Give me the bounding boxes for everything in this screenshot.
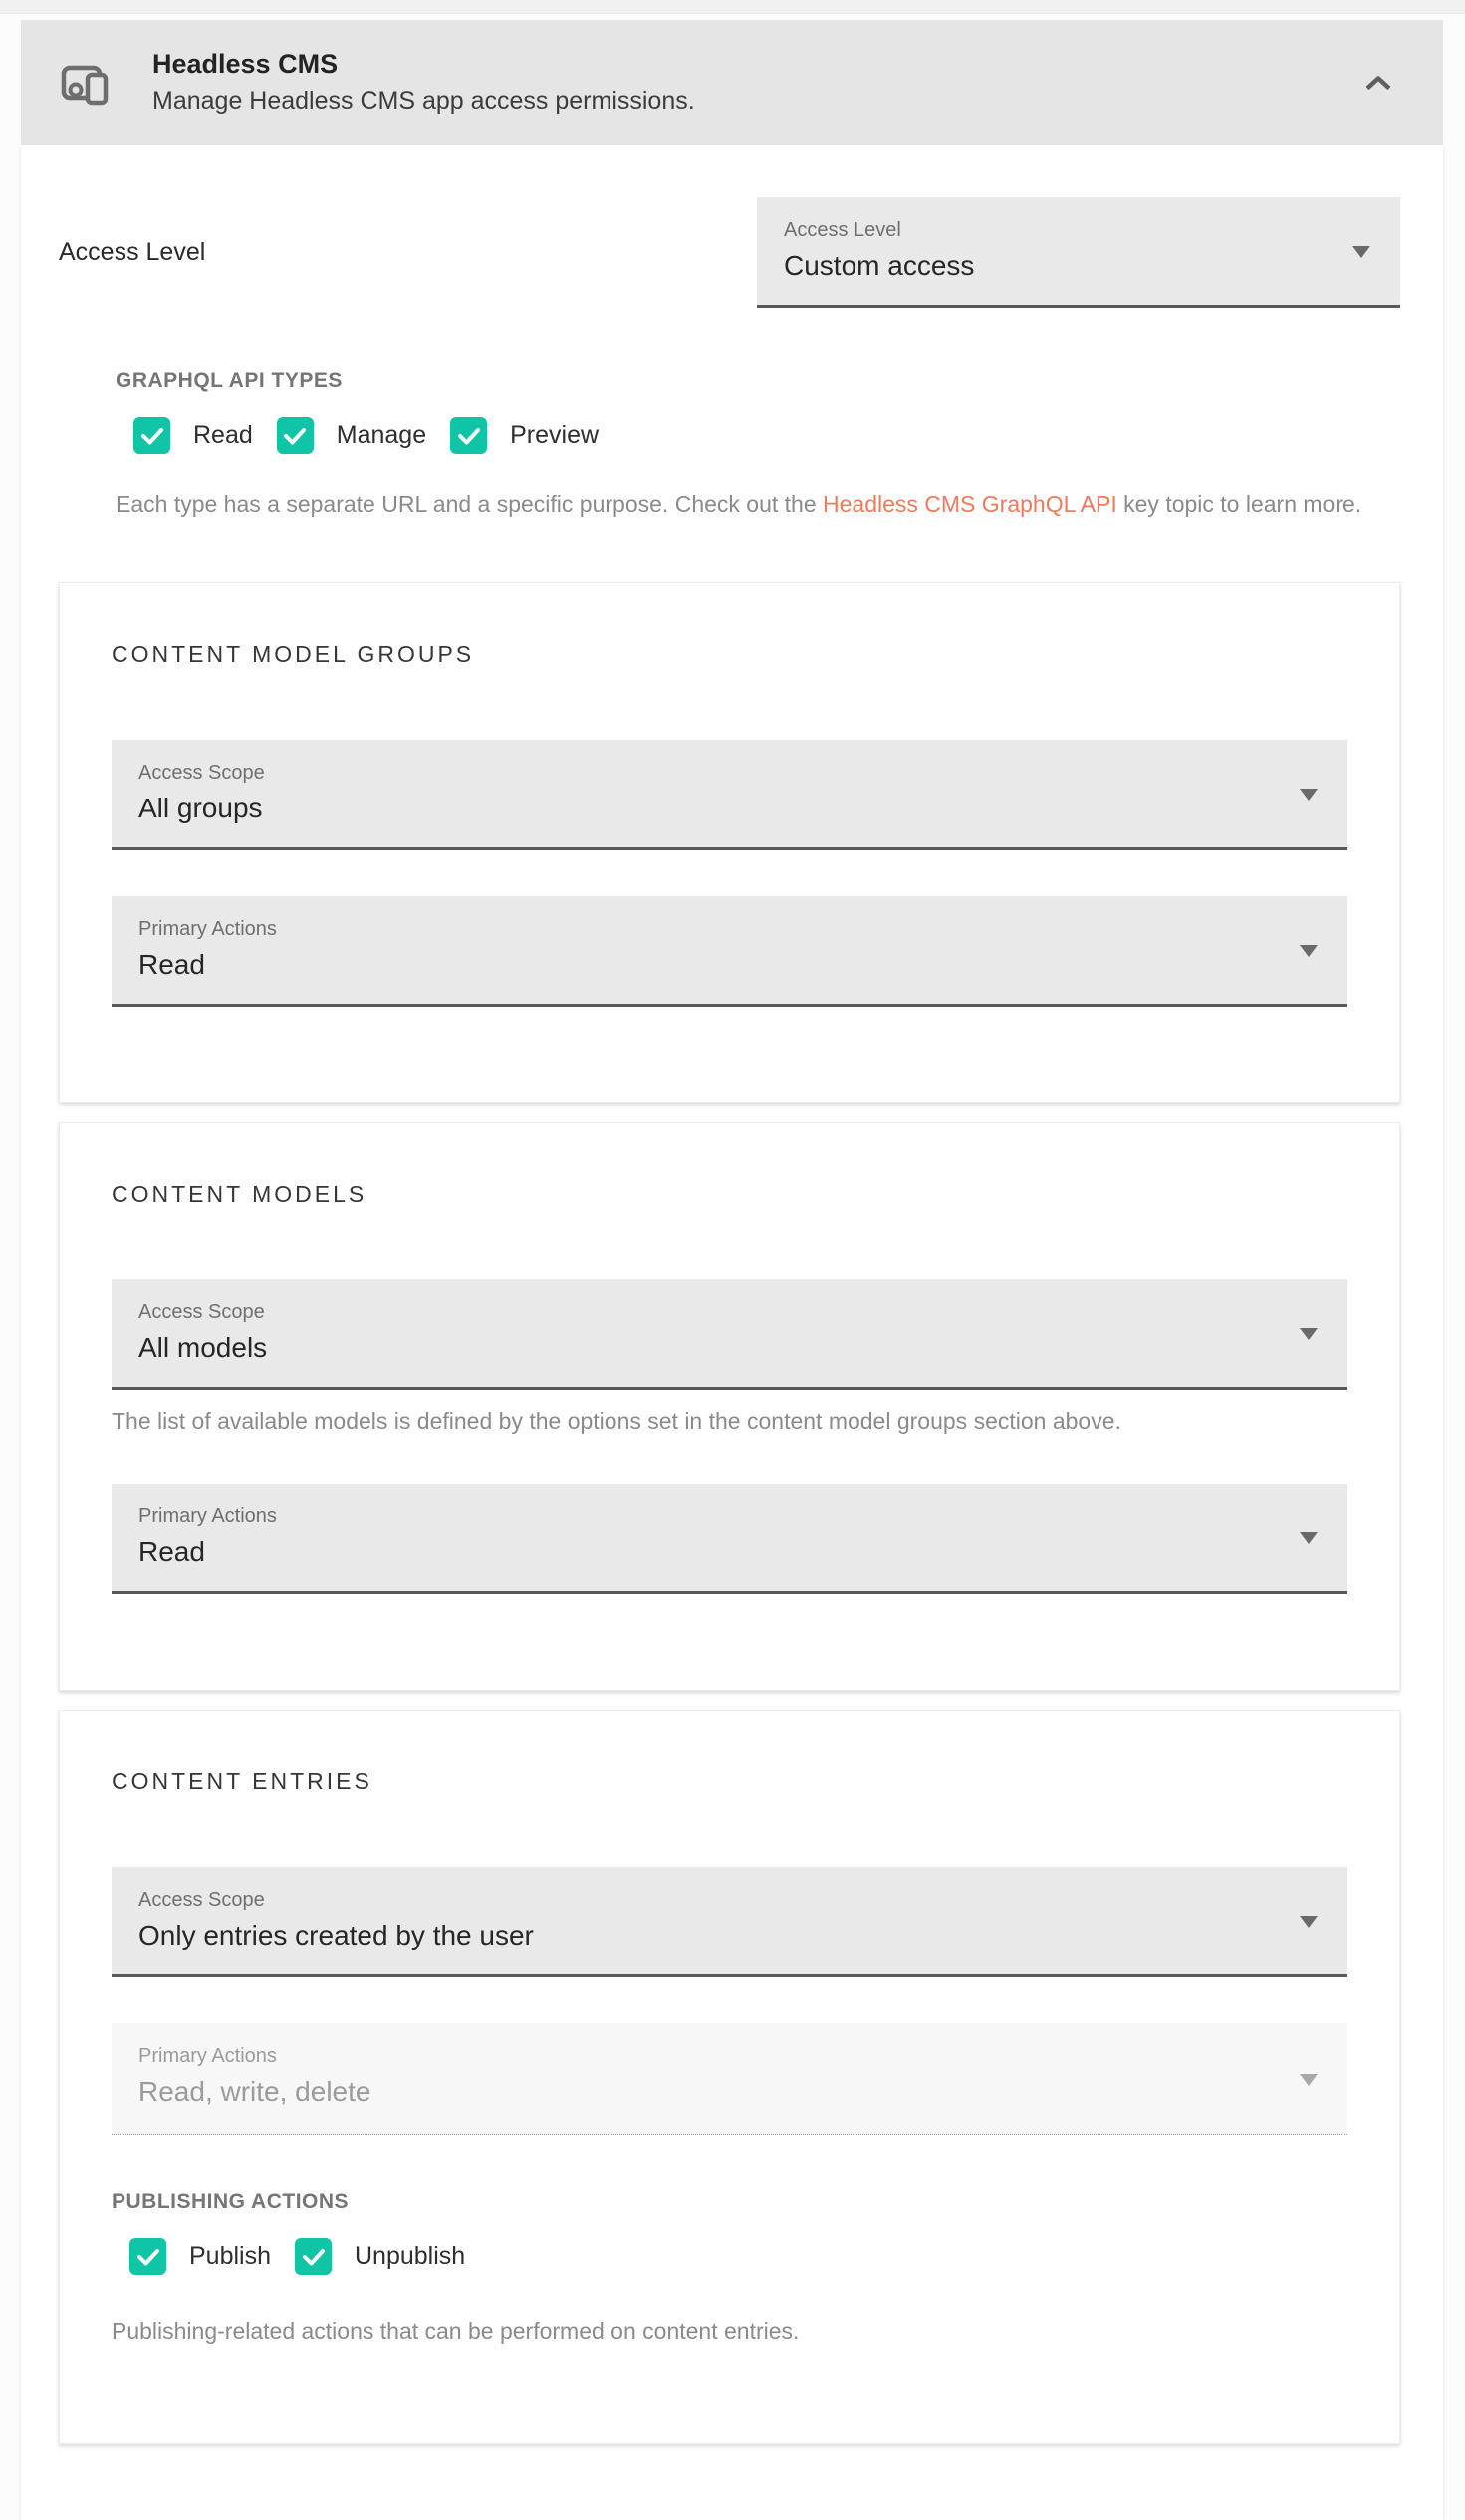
graphql-help-text — [116, 488, 1365, 521]
card-heading: CONTENT ENTRIES — [112, 1768, 372, 1795]
checkbox-label: Read — [193, 421, 253, 449]
publishing-actions-heading: PUBLISHING ACTIONS — [112, 2190, 350, 2214]
access-level-select[interactable] — [757, 197, 1400, 308]
content-entries-card — [59, 1710, 1400, 2444]
checkmark-icon — [129, 2238, 166, 2275]
dropdown-arrow-icon — [1300, 945, 1318, 957]
content-models-card — [59, 1122, 1400, 1691]
select-floating-label: Access Scope — [138, 1301, 265, 1324]
dropdown-arrow-icon — [1352, 246, 1370, 258]
select-value: All models — [138, 1332, 268, 1364]
headless-cms-graphql-api-link[interactable]: Headless CMS GraphQL API — [823, 491, 1117, 517]
select-floating-label: Access Scope — [138, 1889, 265, 1912]
checkmark-icon — [450, 417, 487, 454]
graphql-api-types-section — [116, 369, 1400, 521]
content-models-access-scope-select[interactable] — [112, 1279, 1347, 1390]
dropdown-arrow-icon — [1300, 1916, 1318, 1928]
accordion-header[interactable] — [21, 20, 1443, 145]
help-text-prefix: Each type has a separate URL and a specific purpose. Check out the — [116, 491, 824, 517]
access-level-row-label: Access Level — [59, 238, 206, 266]
checkbox-preview[interactable] — [450, 417, 599, 454]
select-value: Custom access — [784, 250, 975, 281]
help-text-suffix: key topic to learn more. — [1116, 491, 1362, 517]
checkbox-label: Manage — [336, 421, 427, 449]
publishing-checkbox-row — [129, 2238, 1347, 2275]
graphql-checkbox-row — [133, 417, 1400, 454]
checkmark-icon — [133, 417, 170, 454]
card-heading: CONTENT MODEL GROUPS — [112, 641, 475, 668]
content-model-groups-card — [59, 582, 1400, 1103]
content-model-groups-access-scope-select[interactable] — [112, 740, 1347, 850]
accordion-body — [21, 145, 1443, 2520]
checkbox-manage[interactable] — [277, 417, 426, 454]
checkmark-icon — [295, 2238, 332, 2275]
previous-section-edge — [0, 0, 1465, 14]
select-floating-label: Primary Actions — [138, 918, 277, 941]
dropdown-arrow-icon — [1300, 1328, 1318, 1340]
content-entries-primary-actions-select-disabled — [112, 2023, 1347, 2135]
select-value: Read — [138, 949, 205, 981]
content-models-help-text: The list of available models is defined by the options set in the content model groups section above. — [112, 1408, 1121, 1435]
devices-icon — [61, 59, 113, 107]
checkbox-label: Unpublish — [355, 2242, 466, 2271]
accordion-titles — [152, 48, 1357, 116]
dropdown-arrow-icon — [1300, 2074, 1318, 2086]
checkbox-label: Preview — [510, 421, 600, 449]
select-floating-label: Access Level — [784, 219, 901, 241]
content-model-groups-primary-actions-select[interactable] — [112, 896, 1347, 1007]
graphql-api-types-heading: GRAPHQL API TYPES — [116, 369, 343, 392]
content-entries-access-scope-select[interactable] — [112, 1867, 1347, 1977]
checkbox-label: Publish — [189, 2242, 271, 2271]
select-value: Only entries created by the user — [138, 1920, 534, 1951]
content-models-primary-actions-select[interactable] — [112, 1484, 1347, 1594]
accordion-subtitle: Manage Headless CMS app access permissions. — [152, 87, 695, 115]
accordion-title: Headless CMS — [152, 49, 339, 80]
card-heading: CONTENT MODELS — [112, 1181, 367, 1208]
chevron-up-icon[interactable] — [1357, 69, 1399, 98]
checkbox-publish[interactable] — [129, 2238, 271, 2275]
select-floating-label: Primary Actions — [138, 1505, 277, 1528]
access-level-row — [59, 197, 1400, 308]
checkbox-unpublish[interactable] — [295, 2238, 465, 2275]
headless-cms-permissions-panel — [21, 20, 1443, 2520]
checkbox-read[interactable] — [133, 417, 253, 454]
select-value: All groups — [138, 793, 263, 824]
publishing-help-text: Publishing-related actions that can be performed on content entries. — [112, 2318, 800, 2345]
select-floating-label: Primary Actions — [138, 2045, 277, 2068]
select-floating-label: Access Scope — [138, 762, 265, 785]
dropdown-arrow-icon — [1300, 1532, 1318, 1544]
dropdown-arrow-icon — [1300, 789, 1318, 801]
checkmark-icon — [277, 417, 314, 454]
select-value: Read, write, delete — [138, 2076, 371, 2108]
select-value: Read — [138, 1536, 205, 1568]
